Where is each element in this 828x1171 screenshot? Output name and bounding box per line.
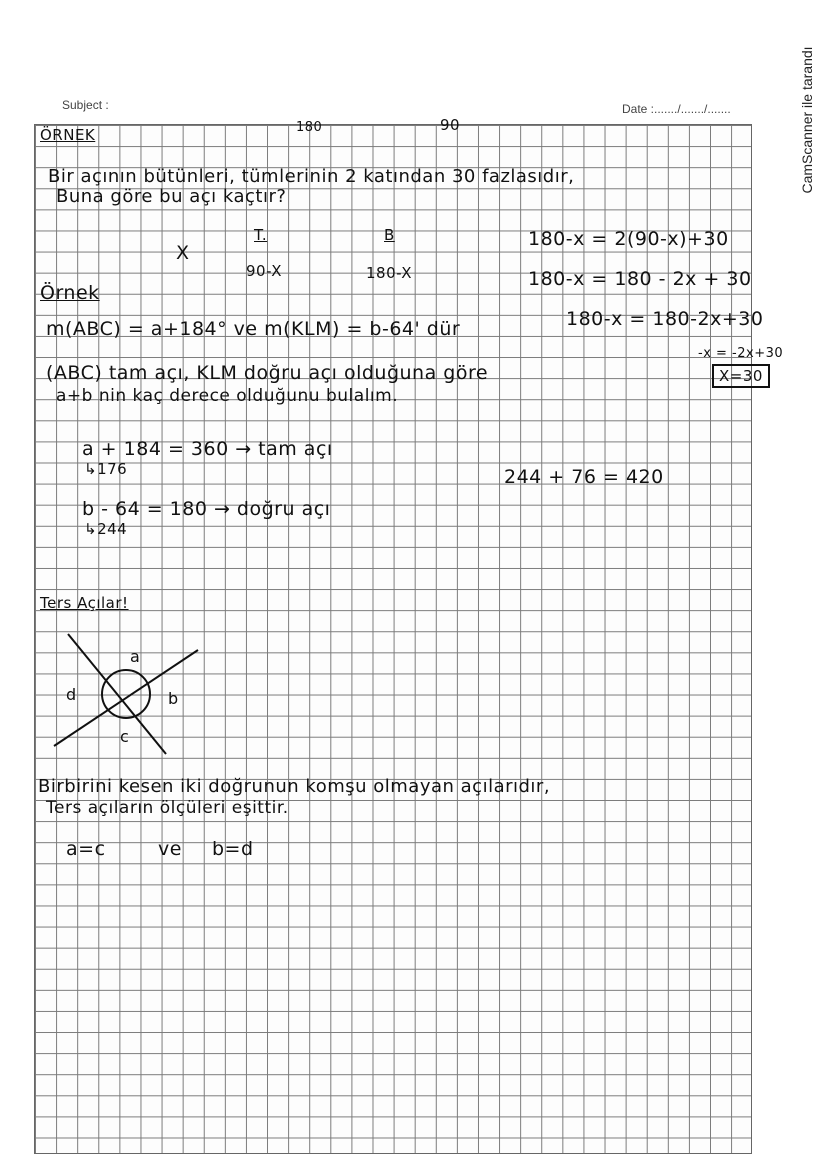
x-label: X	[176, 242, 190, 264]
equation-a: a + 184 = 360 → tam açı	[82, 438, 333, 460]
angle-d-label: d	[66, 685, 77, 704]
b-value: 180-X	[366, 264, 413, 282]
example1-question-line1: Bir açının bütünleri, tümlerinin 2 katından 30 fazlasıdır,	[48, 166, 575, 187]
example2-title: Örnek	[40, 282, 100, 304]
example2-line2: (ABC) tam açı, KLM doğru açı olduğuna göre	[46, 362, 489, 384]
answer-box: X=30	[712, 364, 770, 388]
example2-line1: m(ABC) = a+184° ve m(KLM) = b-64' dür	[46, 318, 461, 340]
ve-word: ve	[158, 838, 182, 860]
example1-title: ÖRNEK	[40, 126, 96, 144]
rule-line1: Birbirini kesen iki doğrunun komşu olmayan açılarıdır,	[38, 776, 551, 797]
angle-c-label: c	[120, 727, 129, 746]
camscanner-watermark: CamScanner ile tarandı	[799, 46, 815, 194]
sum-equation: 244 + 76 = 420	[504, 466, 664, 488]
angle-circle	[102, 670, 150, 718]
equation-4: -x = -2x+30	[698, 346, 784, 361]
rule-line2: Ters açıların ölçüleri eşittir.	[46, 798, 289, 818]
a-result: ↳176	[84, 460, 128, 478]
angle-a-label: a	[130, 647, 140, 666]
example1-question-line2: Buna göre bu açı kaçtır?	[56, 186, 287, 207]
equation-1: 180-x = 2(90-x)+30	[528, 228, 729, 250]
subject-label: Subject :	[62, 98, 109, 112]
t-label: T.	[254, 226, 268, 244]
equation-2: 180-x = 180 - 2x + 30	[528, 268, 752, 290]
equation-ac: a=c	[66, 838, 106, 860]
example2-line3: a+b nin kaç derece olduğunu bulalım.	[56, 386, 399, 406]
b-label: B	[384, 226, 395, 244]
line-one	[68, 634, 166, 754]
b-result: ↳244	[84, 520, 128, 538]
label-180-above: 180	[296, 120, 323, 135]
t-value: 90-X	[246, 262, 283, 280]
date-label: Date :......./......./.......	[622, 102, 731, 116]
equation-b: b - 64 = 180 → doğru açı	[82, 498, 331, 520]
angle-b-label: b	[168, 689, 179, 708]
section-title: Ters Açılar!	[40, 594, 129, 612]
label-90-above: 90	[440, 116, 461, 134]
equation-3: 180-x = 180-2x+30	[566, 308, 764, 330]
equation-bd: b=d	[212, 838, 254, 860]
